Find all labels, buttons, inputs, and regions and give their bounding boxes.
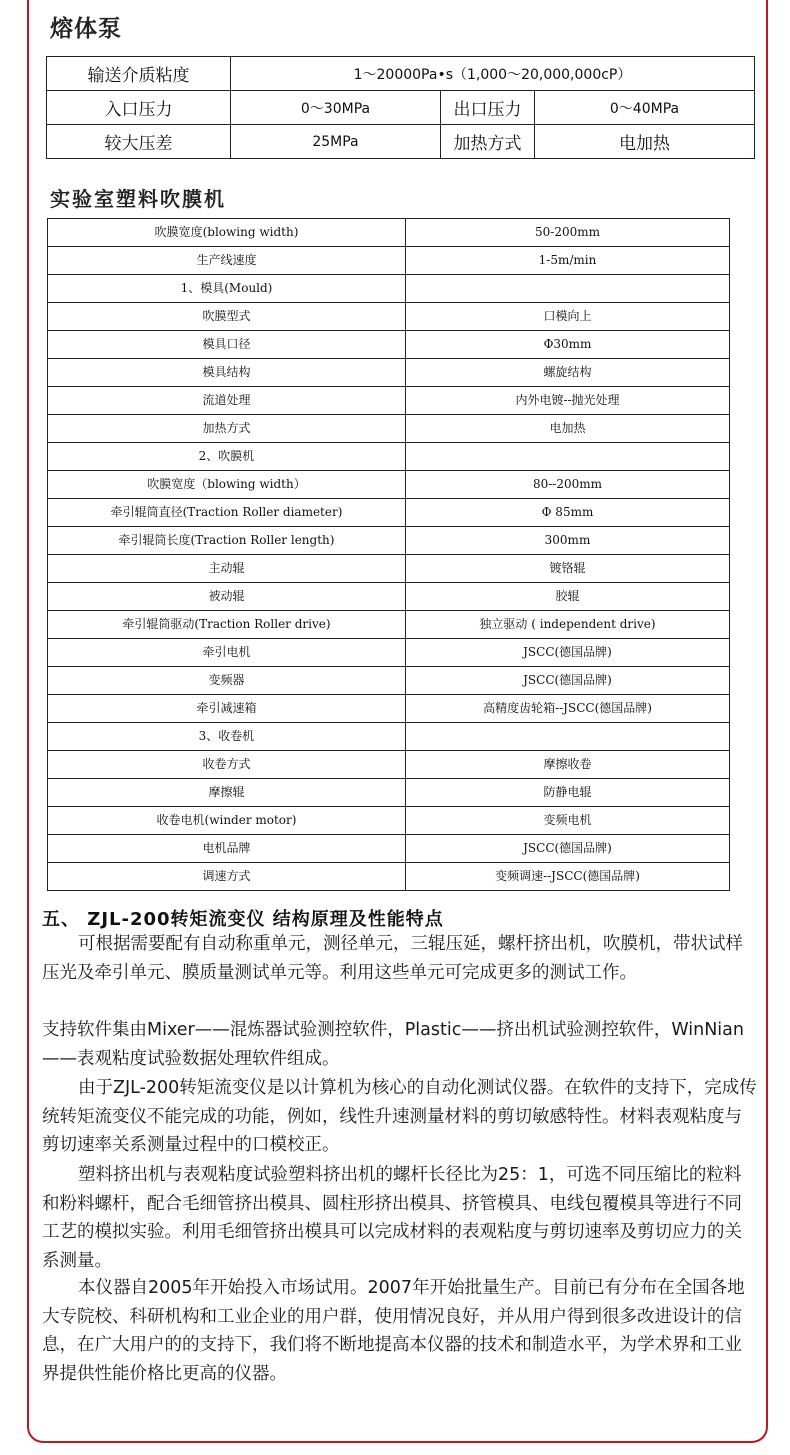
spec-label: 1、模具(Mould)	[48, 275, 406, 303]
table-row	[48, 667, 730, 695]
spec-label: 3、收卷机	[48, 723, 406, 751]
spec-label: 2、吹膜机	[48, 443, 406, 471]
spec-value: 防静电辊	[406, 779, 730, 807]
spec-label: 被动辊	[48, 583, 406, 611]
paragraph: 塑料挤出机与表观粘度试验塑料挤出机的螺杆长径比为25：1，可选不同压缩比的粒料和粉料螺杆，配合毛细管挤出模具、圆柱形挤出模具、挤管模具、电线包覆模具等进行不同工艺的模拟实验。利用毛细管挤出模具可以完成材料的表观粘度与剪切速率及剪切应力的关系测量。	[42, 1165, 742, 1271]
spec-label: 模具结构	[48, 359, 406, 387]
paragraph: 由于ZJL-200转矩流变仪是以计算机为核心的自动化测试仪器。在软件的支持下，完成传统转矩流变仪不能完成的功能，例如，线性升速测量材料的剪切敏感特性。材料表观粘度与剪切速率关系测量过程中的口模校正。	[42, 1078, 757, 1155]
table-row	[47, 125, 755, 159]
spec-label: 模具口径	[48, 331, 406, 359]
table-row	[48, 695, 730, 723]
table-row	[48, 499, 730, 527]
table-row	[48, 583, 730, 611]
table-row	[47, 57, 755, 91]
table-row	[48, 779, 730, 807]
table-row	[48, 611, 730, 639]
spec-label: 较大压差	[47, 125, 231, 159]
blown-film-title: 实验室塑料吹膜机	[50, 187, 226, 211]
spec-label: 生产线速度	[48, 247, 406, 275]
spec-value: Φ 85mm	[406, 499, 730, 527]
table-row	[48, 555, 730, 583]
table-row	[48, 807, 730, 835]
spec-value: 变频调速--JSCC(德国品牌)	[406, 863, 730, 891]
table-row	[48, 247, 730, 275]
spec-value: 独立驱动 ( independent drive)	[406, 611, 730, 639]
spec-label: 收卷电机(winder motor)	[48, 807, 406, 835]
melt-pump-table	[46, 56, 755, 159]
spec-value: JSCC(德国品牌)	[406, 667, 730, 695]
spec-label: 主动辊	[48, 555, 406, 583]
table-row	[48, 639, 730, 667]
spec-label: 牵引辊筒长度(Traction Roller length)	[48, 527, 406, 555]
spec-label: 变频器	[48, 667, 406, 695]
spec-label: 入口压力	[47, 91, 231, 125]
spec-label: 收卷方式	[48, 751, 406, 779]
spec-label: 吹膜宽度（blowing width）	[48, 471, 406, 499]
melt-pump-title: 熔体泵	[50, 16, 122, 42]
spec-label: 流道处理	[48, 387, 406, 415]
spec-label: 牵引电机	[48, 639, 406, 667]
spec-label: 吹膜宽度(blowing width)	[48, 219, 406, 247]
table-row	[47, 91, 755, 125]
spec-label: 牵引辊筒直径(Traction Roller diameter)	[48, 499, 406, 527]
spec-label: 输送介质粘度	[47, 57, 231, 91]
spec-value: 300mm	[406, 527, 730, 555]
spec-value: 高精度齿轮箱--JSCC(德国品牌)	[406, 695, 730, 723]
spec-label: 加热方式	[441, 125, 535, 159]
table-row	[48, 275, 730, 303]
spec-value	[406, 275, 730, 303]
spec-value: 内外电镀--抛光处理	[406, 387, 730, 415]
spec-label: 调速方式	[48, 863, 406, 891]
spec-value: 0～40MPa	[535, 91, 755, 125]
spec-value: 1-5m/min	[406, 247, 730, 275]
paragraph: 可根据需要配有自动称重单元，测径单元，三辊压延，螺杆挤出机，吹膜机，带状试样压光及牵引单元、膜质量测试单元等。利用这些单元可完成更多的测试工作。	[42, 934, 743, 983]
table-row	[48, 863, 730, 891]
spec-value: 螺旋结构	[406, 359, 730, 387]
table-row	[48, 331, 730, 359]
blown-film-table	[47, 218, 730, 891]
paragraph: 本仪器自2005年开始投入市场试用。2007年开始批量生产。目前已有分布在全国各地大专院校、科研机构和工业企业的用户群，使用情况良好，并从用户得到很多改进设计的信息，在广大用户的的支持下，我们将不断地提高本仪器的技术和制造水平，为学术界和工业界提供性能价格比更高的仪器。	[42, 1278, 745, 1384]
spec-value: 摩擦收卷	[406, 751, 730, 779]
spec-value: 胶辊	[406, 583, 730, 611]
table-row	[48, 387, 730, 415]
paragraph: 支持软件集由Mixer——混炼器试验测控软件，Plastic——挤出机试验测控软件，WinNian——表观粘度试验数据处理软件组成。	[42, 1020, 744, 1069]
table-row	[48, 751, 730, 779]
table-row	[48, 359, 730, 387]
table-row	[48, 527, 730, 555]
spec-value: 50-200mm	[406, 219, 730, 247]
spec-value: 变频电机	[406, 807, 730, 835]
table-row	[48, 443, 730, 471]
spec-value: JSCC(德国品牌)	[406, 835, 730, 863]
spec-value: JSCC(德国品牌)	[406, 639, 730, 667]
spec-label: 牵引减速箱	[48, 695, 406, 723]
section-heading: 五、 ZJL-200转矩流变仪 结构原理及性能特点	[42, 909, 444, 930]
spec-value: 1～20000Pa•s（1,000～20,000,000cP）	[231, 57, 755, 91]
spec-label: 加热方式	[48, 415, 406, 443]
spec-value: 口模向上	[406, 303, 730, 331]
spec-label: 摩擦辊	[48, 779, 406, 807]
spec-value: 镀铬辊	[406, 555, 730, 583]
spec-label: 吹膜型式	[48, 303, 406, 331]
spec-value: 0～30MPa	[231, 91, 441, 125]
spec-label: 牵引辊筒驱动(Traction Roller drive)	[48, 611, 406, 639]
table-row	[48, 471, 730, 499]
spec-value: 电加热	[535, 125, 755, 159]
spec-value: 80--200mm	[406, 471, 730, 499]
table-row	[48, 415, 730, 443]
spec-value: 电加热	[406, 415, 730, 443]
spec-value	[406, 723, 730, 751]
spec-label: 出口压力	[441, 91, 535, 125]
spec-value	[406, 443, 730, 471]
table-row	[48, 835, 730, 863]
table-row	[48, 723, 730, 751]
table-row	[48, 303, 730, 331]
spec-label: 电机品牌	[48, 835, 406, 863]
table-row	[48, 219, 730, 247]
spec-value: Φ30mm	[406, 331, 730, 359]
spec-value: 25MPa	[231, 125, 441, 159]
